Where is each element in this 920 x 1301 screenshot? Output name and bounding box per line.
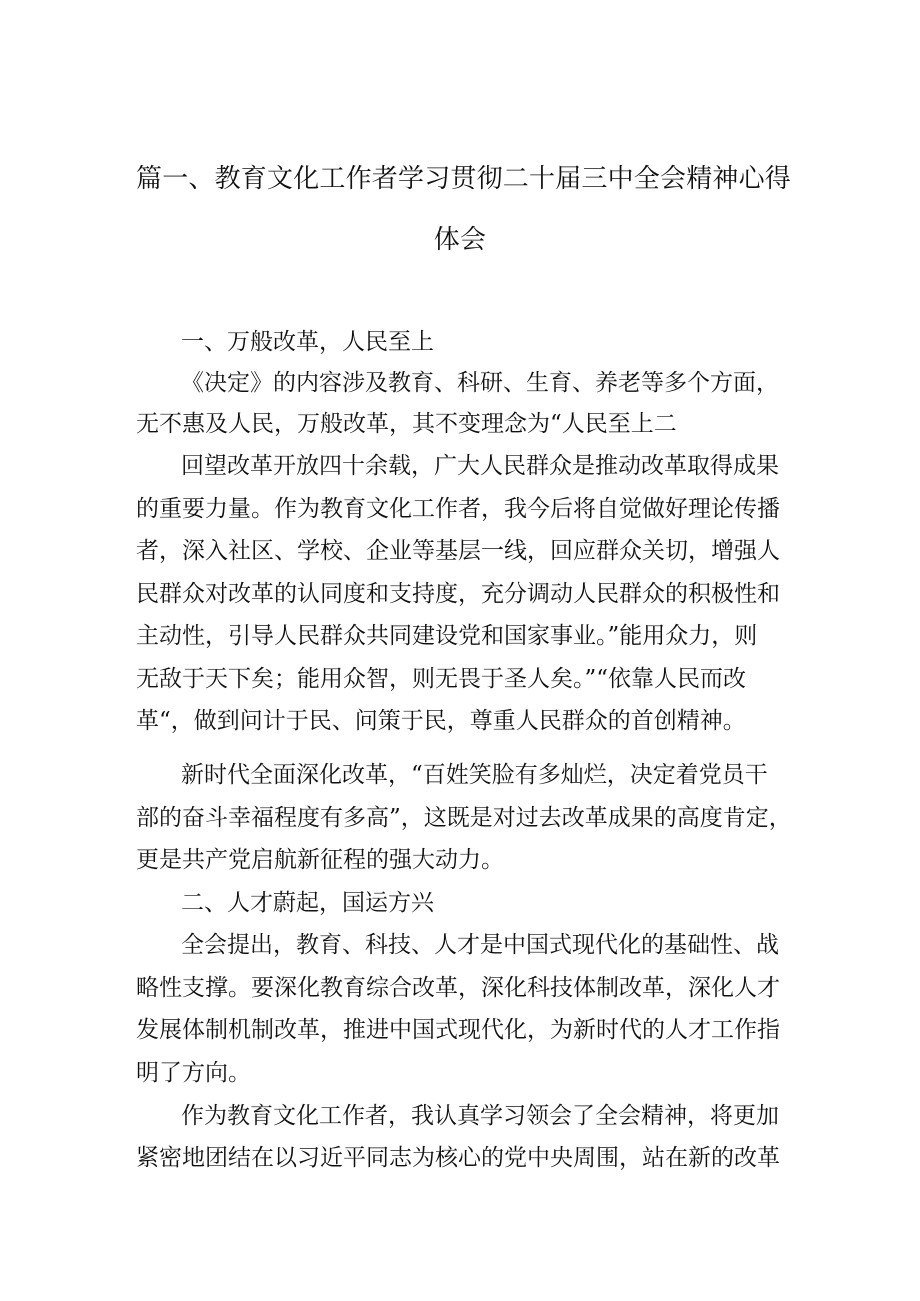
paragraph-line: 略性支撑。要深化教育综合改革，深化科技体制改革，深化人才 [136, 975, 780, 1001]
paragraph-line: 无敌于天下矣；能用众智，则无畏于圣人矣。”“依靠人民而改 [136, 666, 747, 692]
document-title-line-2: 体会 [433, 225, 487, 255]
paragraph-line: 全会提出，教育、科技、人才是中国式现代化的基础性、战 [181, 932, 779, 958]
paragraph-line: 民群众对改革的认同度和支持度，充分调动人民群众的积极性和 [136, 581, 780, 607]
paragraph-line: 作为教育文化工作者，我认真学习领会了全会精神，将更加 [181, 1103, 779, 1129]
section-2-heading: 二、人才蔚起，国运方兴 [181, 890, 434, 916]
paragraph-line: 发展体制机制改革，推进中国式现代化，为新时代的人才工作指 [136, 1017, 780, 1043]
document-title-line-1: 篇一、教育文化工作者学习贯彻二十届三中全会精神心得 [136, 164, 792, 194]
paragraph-line: 更是共产党启航新征程的强大动力。 [136, 847, 504, 873]
paragraph-line: 主动性，引导人民群众共同建设党和国家事业。”能用众力，则 [136, 623, 758, 649]
section-1-heading: 一、万般改革，人民至上 [181, 329, 434, 355]
paragraph-line: 革“，做到问计于民、问策于民，尊重人民群众的首创精神。 [136, 708, 746, 734]
paragraph-line: 部的奋斗幸福程度有多高”，这既是对过去改革成果的高度肯定， [136, 805, 792, 831]
paragraph-line: 回望改革开放四十余载，广大人民群众是推动改革取得成果 [181, 453, 779, 479]
paragraph-line: 紧密地团结在以习近平同志为核心的党中央周围，站在新的改革 [136, 1145, 780, 1171]
paragraph-line: 《决定》的内容涉及教育、科研、生育、养老等多个方面， [181, 370, 779, 396]
paragraph-line: 的重要力量。作为教育文化工作者，我今后将自觉做好理论传播 [136, 496, 780, 522]
paragraph-line: 新时代全面深化改革，“百姓笑脸有多灿烂，决定着党员干 [181, 762, 768, 788]
paragraph-line: 明了方向。 [136, 1060, 251, 1086]
paragraph-line: 无不惠及人民，万般改革，其不变理念为“人民至上二 [136, 411, 677, 437]
paragraph-line: 者，深入社区、学校、企业等基层一线，回应群众关切，增强人 [136, 538, 780, 564]
